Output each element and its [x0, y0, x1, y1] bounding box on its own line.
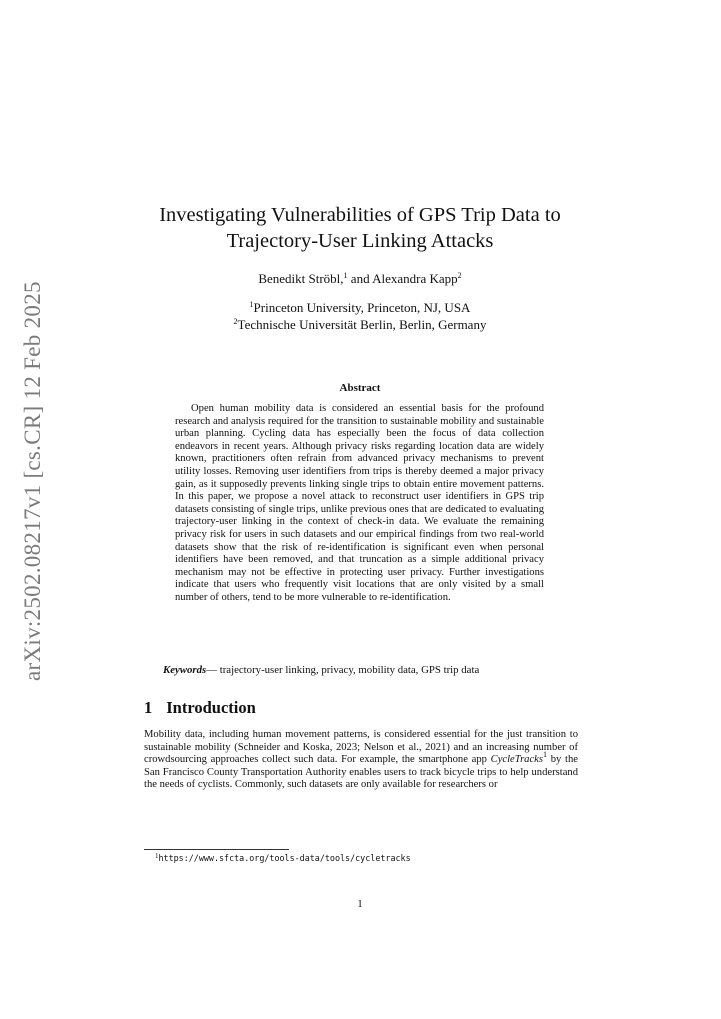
arxiv-identifier-stamp: arXiv:2502.08217v1 [cs.CR] 12 Feb 2025	[20, 281, 45, 681]
keywords-line	[163, 664, 603, 676]
affiliation-line	[120, 316, 600, 333]
title-line-1: Investigating Vulnerabilities of GPS Trip Data to	[159, 204, 561, 226]
abstract-body: Open human mobility data is considered an essential basis for the profound research and analysis required for the transition to sustainable mobility and sustainable urban planning. Cycling data has especially been the focus of data collection endeavors in recent years. Although privacy risks regarding location data are widely known, practitioners often refrain from advanced privacy mechanisms to prevent utility losses. Removing user identifiers from trips is thereby deemed a major privacy gain, as it supposedly prevents linking single trips to obtain entire movement patterns. In this paper, we propose a novel attack to reconstruct user identifiers in GPS trip datasets consisting of single trips, unlike previous ones that are dedicated to evaluating trajectory-user linking in the context of check-in data. We evaluate the remaining privacy risk for users in such datasets and our empirical findings from two real-world datasets show that the risk of re-identification is significant even when personal identifiers have been removed, and that truncation as a simple additional privacy mechanism may not be effective in protecting user privacy. Further investigations indicate that users who frequently visit locations that are only visited by a small number of others, tend to be more vulnerable to re-identification.	[175, 403, 544, 603]
footnote-mark: 1	[543, 750, 548, 760]
abstract-heading: Abstract	[339, 382, 381, 394]
title-line-2: Trajectory-User Linking Attacks	[226, 230, 494, 252]
footnote-mark: 1	[155, 852, 159, 860]
section-title: Introduction	[166, 698, 256, 717]
keywords-text: trajectory-user linking, privacy, mobility data, GPS trip data	[219, 664, 480, 676]
affiliation-text: Princeton University, Princeton, NJ, USA	[253, 300, 471, 315]
author-connector: and	[347, 271, 373, 286]
app-name: CycleTracks	[490, 754, 544, 766]
affiliations	[120, 299, 600, 333]
affiliation-text: Technische Universität Berlin, Berlin, Germany	[237, 317, 487, 332]
author-name: Alexandra Kapp	[372, 271, 458, 286]
keywords-separator: —	[206, 664, 220, 676]
author-list	[120, 271, 600, 287]
affiliation-mark: 2	[457, 271, 462, 280]
affiliation-mark: 1	[343, 271, 348, 280]
intro-text-part1: Mobility data, including human movement patterns, is considered essential for the just transition to sustainable mobility (Schneider and Koska, 2023; Nelson et al., 2021) and an increasing number of crowdsourcing approaches collect such data. For example, the smartphone app	[144, 729, 578, 766]
paper-title	[120, 202, 600, 254]
introduction-paragraph	[144, 729, 578, 792]
affiliation-mark: 1	[249, 300, 254, 309]
section-heading	[144, 698, 256, 718]
page-number: 1	[357, 898, 363, 910]
footnote	[155, 853, 411, 863]
footnote-url[interactable]: https://www.sfcta.org/tools-data/tools/cycletracks	[158, 853, 411, 863]
section-number: 1	[144, 698, 153, 717]
keywords-label: Keywords	[163, 664, 207, 676]
affiliation-mark: 2	[233, 317, 238, 326]
footnote-rule	[144, 849, 289, 850]
author-name: Benedikt Ströbl,	[258, 271, 344, 286]
affiliation-line	[120, 299, 600, 316]
intro-text-part2: by the San Francisco County Transportation Authority enables users to track bicycle trips to help understand the needs of cyclists. Commonly, such datasets are only available for researchers or	[144, 754, 578, 791]
